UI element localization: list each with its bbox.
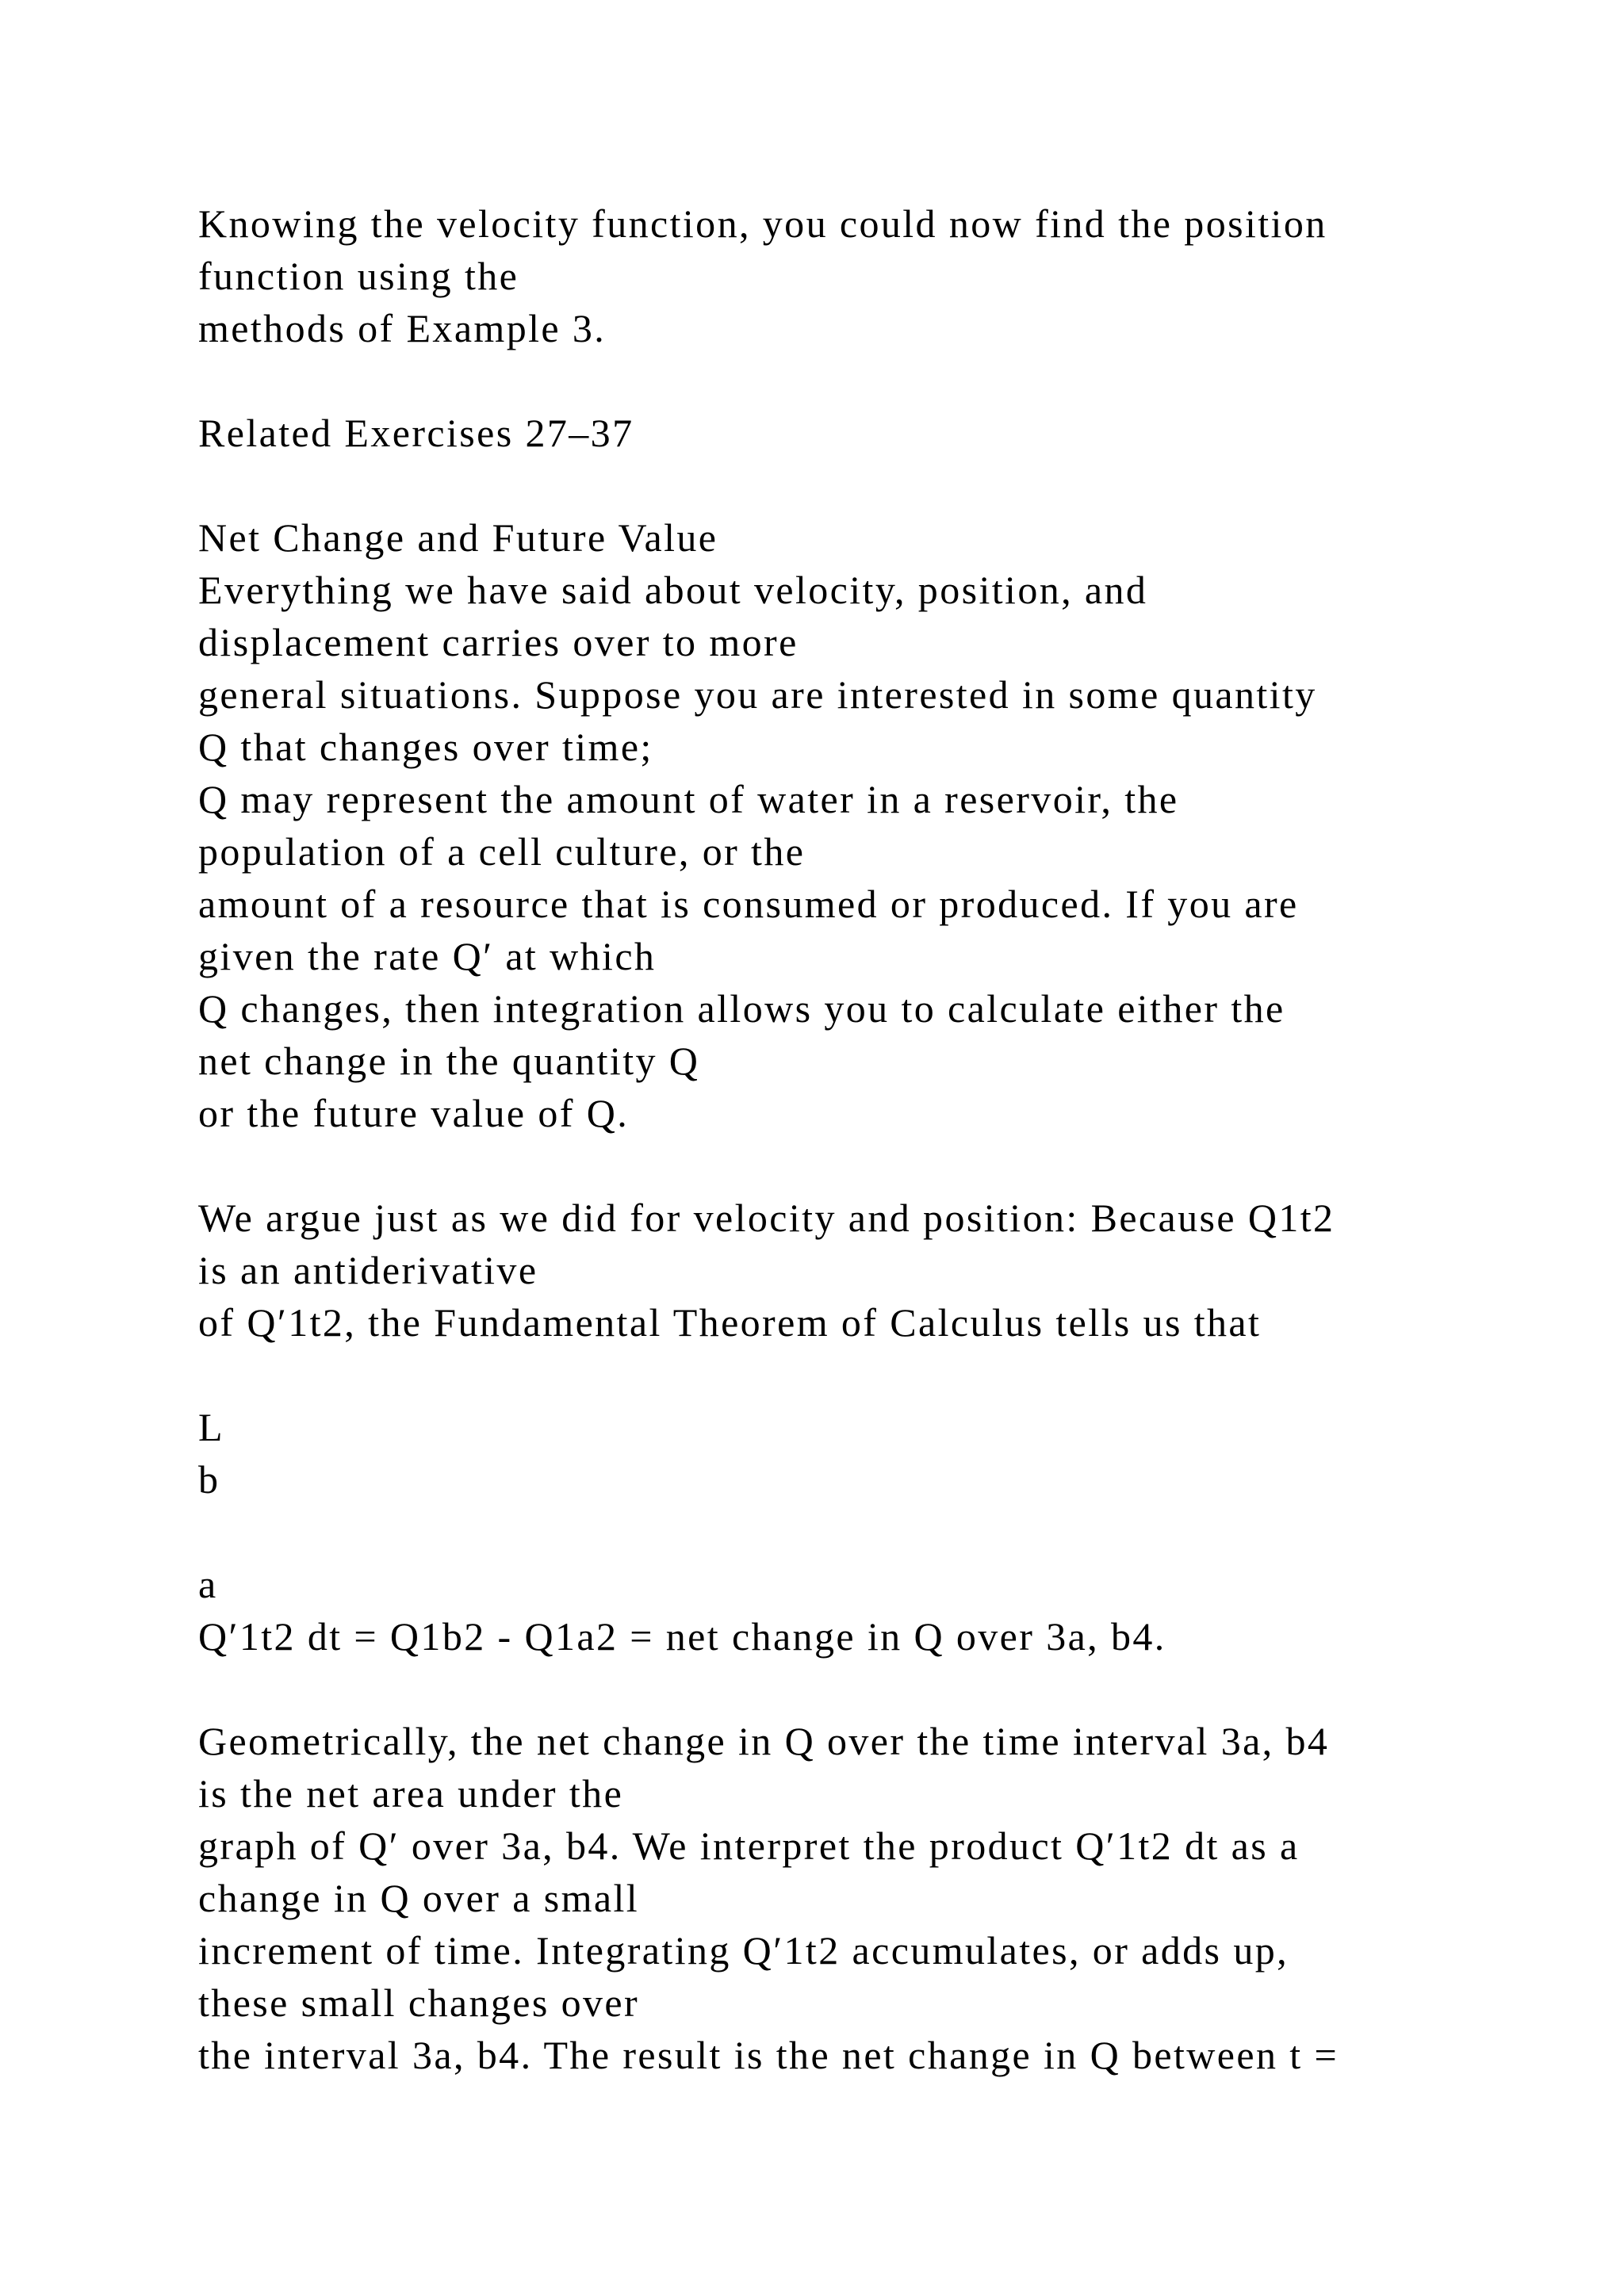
text-line: increment of time. Integrating Q′1t2 accumulates, or adds up,	[198, 1928, 1289, 1973]
text-line: Everything we have said about velocity, position, and	[198, 568, 1148, 612]
text-line: general situations. Suppose you are interested in some quantity	[198, 672, 1317, 717]
text-line: is the net area under the	[198, 1771, 624, 1816]
text-line: Geometrically, the net change in Q over the time interval 3a, b4	[198, 1719, 1330, 1763]
text-line: Knowing the velocity function, you could now find the position	[198, 201, 1327, 246]
text-line: Q changes, then integration allows you to calculate either the	[198, 986, 1285, 1031]
text-line: methods of Example 3.	[198, 306, 607, 350]
upper-limit: b	[198, 1457, 220, 1502]
text-line: is an antiderivative	[198, 1248, 538, 1292]
text-line: of Q′1t2, the Fundamental Theorem of Calculus tells us that	[198, 1300, 1262, 1345]
integral-sign-fragment: L	[198, 1405, 224, 1449]
text-line: net change in the quantity Q	[198, 1039, 700, 1083]
text-line: Related Exercises 27–37	[198, 411, 634, 455]
text-line: amount of a resource that is consumed or produced. If you are	[198, 882, 1299, 926]
text-line: We argue just as we did for velocity and position: Because Q1t2	[198, 1196, 1335, 1240]
section-heading: Net Change and Future Value	[198, 515, 718, 560]
text-line: displacement carries over to more	[198, 620, 799, 664]
text-line: population of a cell culture, or the	[198, 829, 806, 874]
text-line: change in Q over a small	[198, 1876, 640, 1920]
text-line: graph of Q′ over 3a, b4. We interpret the product Q′1t2 dt as a	[198, 1823, 1300, 1868]
text-line: the interval 3a, b4. The result is the net change in Q between t =	[198, 2033, 1339, 2077]
text-line: function using the	[198, 254, 519, 298]
text-line: given the rate Q′ at which	[198, 934, 657, 978]
text-line: Q that changes over time;	[198, 725, 653, 769]
text-line: or the future value of Q.	[198, 1091, 630, 1135]
text-line: these small changes over	[198, 1980, 640, 2025]
text-line: Q may represent the amount of water in a reservoir, the	[198, 777, 1179, 821]
lower-limit: a	[198, 1562, 218, 1606]
equation-line: Q′1t2 dt = Q1b2 - Q1a2 = net change in Q over 3a, b4.	[198, 1614, 1166, 1659]
